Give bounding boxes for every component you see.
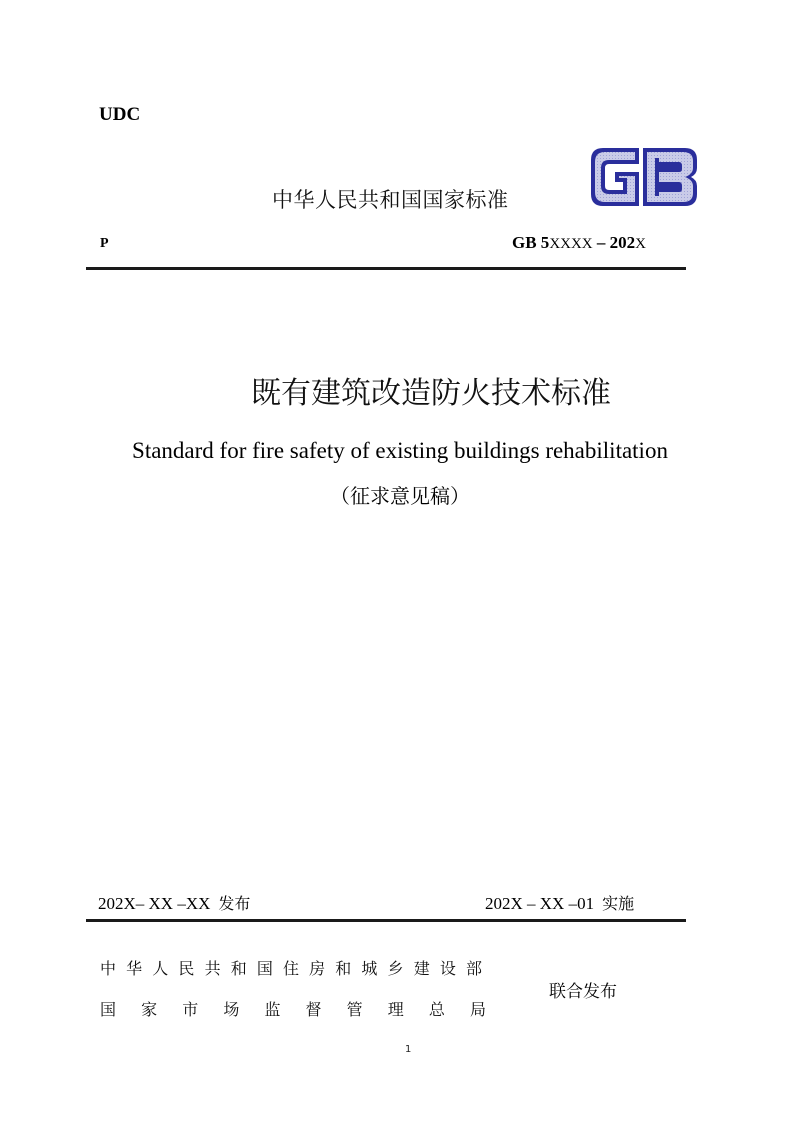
publish-date-value: 202X– XX –XX — [98, 894, 211, 913]
issuer-char: 人 — [152, 959, 169, 978]
issuer-char: 总 — [428, 1000, 445, 1019]
joint-release-label: 联合发布 — [549, 982, 617, 1002]
issuer-char: 中 — [100, 959, 117, 978]
page-number: 1 — [405, 1044, 412, 1055]
effective-date-value: 202X – XX –01 — [485, 894, 595, 913]
issuer-char: 监 — [264, 1000, 281, 1019]
issuer-char: 建 — [413, 959, 430, 978]
publish-date — [98, 891, 250, 914]
issuer-char: 市 — [182, 1000, 199, 1019]
bottom-divider — [86, 919, 686, 922]
issuer-char: 华 — [126, 959, 143, 978]
draft-status-label: （征求意见稿） — [330, 484, 470, 508]
standard-number-year: 202 — [609, 233, 636, 252]
issuer-char: 和 — [335, 959, 352, 978]
category-code: P — [100, 236, 109, 251]
standard-number-year-placeholder: X — [635, 236, 646, 252]
issuer-char: 城 — [361, 959, 378, 978]
effective-date — [485, 891, 634, 914]
issuer-char: 共 — [204, 959, 221, 978]
national-standard-label: 中华人民共和国国家标准 — [272, 188, 509, 212]
issuer-char: 民 — [178, 959, 195, 978]
effective-label: 实施 — [602, 894, 635, 913]
issuer-char: 督 — [305, 1000, 322, 1019]
issuer-char: 理 — [387, 1000, 404, 1019]
issuer-char: 乡 — [387, 959, 404, 978]
issuer-char: 场 — [223, 1000, 240, 1019]
standard-number-prefix: GB 5 — [512, 233, 550, 252]
issuer-char: 国 — [256, 959, 273, 978]
issuer-char: 家 — [141, 1000, 158, 1019]
issuer-ministry-housing — [100, 956, 482, 979]
issuer-char: 管 — [346, 1000, 363, 1019]
issuer-char: 房 — [309, 959, 326, 978]
issuer-char: 和 — [230, 959, 247, 978]
standard-number — [512, 233, 646, 253]
issuer-char: 部 — [465, 959, 482, 978]
publish-label: 发布 — [218, 894, 251, 913]
standard-number-digits: XXXX — [549, 236, 593, 252]
udc-label: UDC — [99, 104, 141, 125]
issuer-char: 国 — [100, 1000, 117, 1019]
issuer-char: 局 — [469, 1000, 486, 1019]
document-title-english: Standard for fire safety of existing buildings rehabilitation — [132, 438, 668, 463]
top-divider — [86, 267, 686, 270]
issuer-char: 设 — [439, 959, 456, 978]
document-title-chinese: 既有建筑改造防火技术标准 — [251, 376, 611, 411]
standard-number-separator: – — [592, 233, 610, 252]
gb-logo-icon — [585, 146, 700, 208]
issuer-char: 住 — [282, 959, 299, 978]
issuer-market-regulation — [100, 997, 486, 1020]
